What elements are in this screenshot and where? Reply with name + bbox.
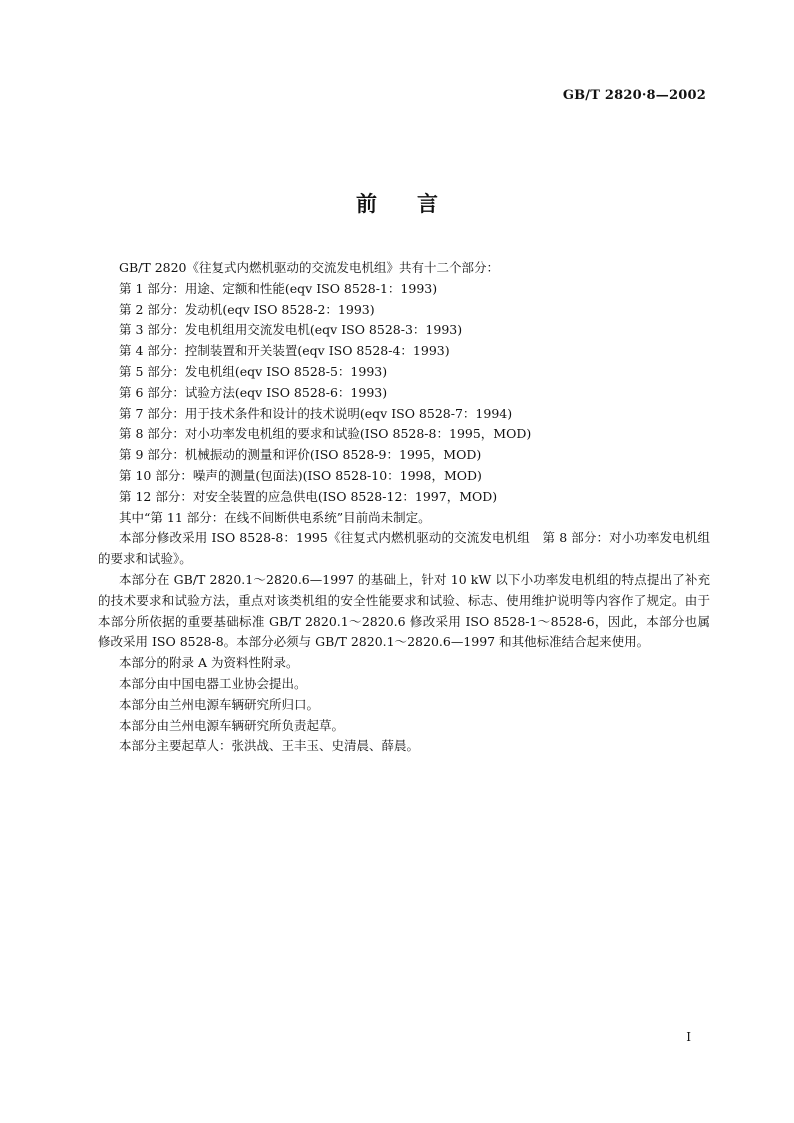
part-item-9: 第 9 部分：机械振动的测量和评价(ISO 8528-9：1995，MOD): [119, 447, 482, 463]
appendix-paragraph: 本部分的附录 A 为资料性附录。: [119, 655, 299, 671]
part-item-7: 第 7 部分：用于技术条件和设计的技术说明(eqv ISO 8528-7：1994): [119, 405, 513, 421]
owner-paragraph: 本部分由兰州电源车辆研究所归口。: [119, 696, 320, 712]
drafter-org-paragraph: 本部分由兰州电源车辆研究所负责起草。: [119, 717, 345, 733]
part-item-2: 第 2 部分：发动机(eqv ISO 8528-2：1993): [119, 301, 375, 317]
part-item-10: 第 10 部分：噪声的测量(包面法)(ISO 8528-10：1998，MOD): [119, 467, 482, 483]
proposer-paragraph: 本部分由中国电器工业协会提出。: [119, 675, 307, 691]
part-item-6: 第 6 部分：试验方法(eqv ISO 8528-6：1993): [119, 384, 388, 400]
page-number: I: [686, 1030, 691, 1044]
standard-number: GB/T 2820·8—2002: [562, 88, 706, 103]
part-item-8: 第 8 部分：对小功率发电机组的要求和试验(ISO 8528-8：1995，MOD): [119, 426, 532, 442]
intro-paragraph: GB/T 2820《往复式内燃机驱动的交流发电机组》共有十二个部分：: [119, 260, 500, 275]
drafters-paragraph: 本部分主要起草人：张洪战、王丰玉、史清晨、薛晨。: [119, 738, 420, 754]
part-item-1: 第 1 部分：用途、定额和性能(eqv ISO 8528-1：1993): [119, 280, 438, 296]
page-title: 前言: [356, 191, 478, 216]
part-item-12: 第 12 部分：对安全装置的应急供电(ISO 8528-12：1997，MOD): [119, 488, 498, 504]
part-item-4: 第 4 部分：控制装置和开关装置(eqv ISO 8528-4：1993): [119, 343, 450, 359]
basis-paragraph: 本部分在 GB/T 2820.1～2820.6—1997 的基础上，针对 10 kW 以下小功率发电机组的特点提出了补充的技术要求和试验方法，重点对该类机组的安全性能要求和试验、标志、使用维护说明等内容作了规定。由于本部分所依据的重要基础标准 GB/T 2820.1～2820.6 修改采用 ISO 8528-1～8528-6，因此，本部分也属修改采用 ISO 8528-8。本部分必须与 GB/T 2820.1～2820.6—1997 和其他标准结合起来使用。: [98, 571, 710, 650]
adoption-paragraph: 本部分修改采用 ISO 8528-8：1995《往复式内燃机驱动的交流发电机组 第 8 部分：对小功率发电机组的要求和试验》。: [98, 530, 710, 567]
part-item-5: 第 5 部分：发电机组(eqv ISO 8528-5：1993): [119, 363, 388, 379]
foreword-body: [98, 258, 710, 757]
part-item-3: 第 3 部分：发电机组用交流发电机(eqv ISO 8528-3：1993): [119, 322, 463, 338]
note-paragraph: 其中“第 11 部分：在线不间断供电系统”目前尚未制定。: [119, 509, 431, 525]
